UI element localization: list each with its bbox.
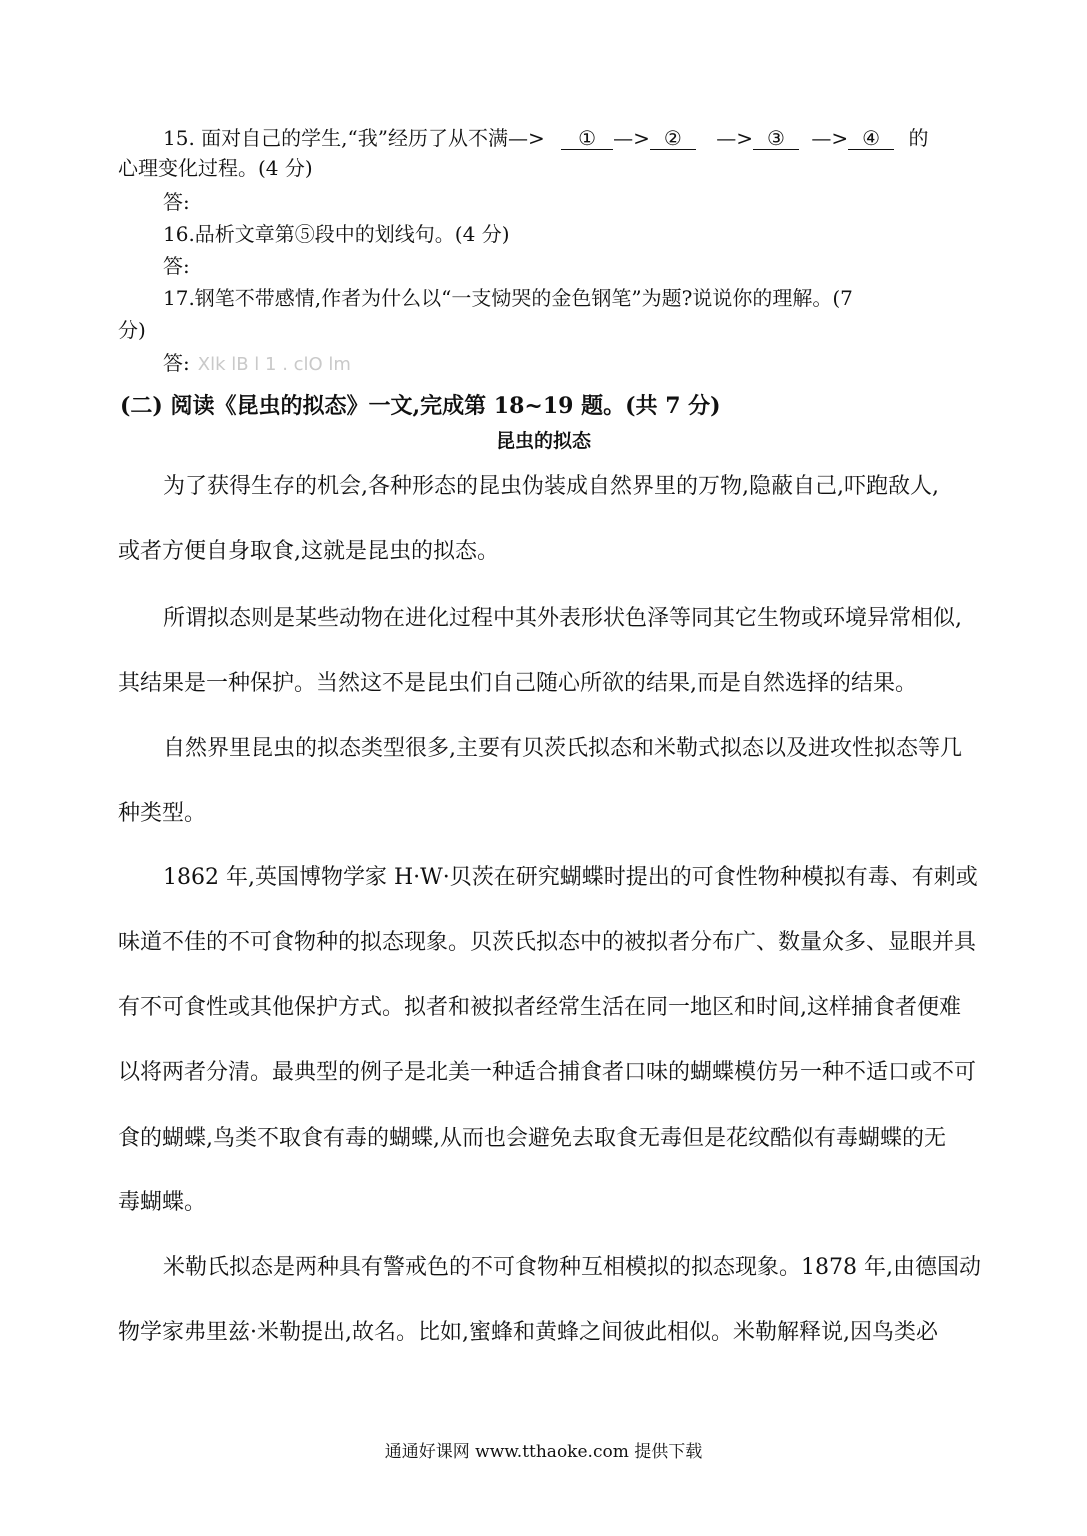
article-line-11: 食的蝴蝶,鸟类不取食有毒的蝴蝶,从而也会避免去取食无毒但是花纹酷似有毒蝴蝶的无 bbox=[118, 1126, 946, 1151]
article-line-12: 毒蝴蝶。 bbox=[118, 1190, 207, 1215]
article-line-6: 种类型。 bbox=[118, 801, 207, 826]
question-17-answer-row bbox=[163, 353, 351, 374]
section-heading: (二) 阅读《昆虫的拟态》一文,完成第 18~19 题。(共 7 分) bbox=[120, 393, 721, 419]
question-15-answer[interactable]: 答: bbox=[163, 190, 190, 214]
article-line-10: 以将两者分清。最典型的例子是北美一种适合捕食者口味的蝴蝶模仿另一种不适口或不可 bbox=[118, 1060, 977, 1085]
article-line-8: 味道不佳的不可食物种的拟态现象。贝茨氏拟态中的被拟者分布广、数量众多、显眼并具 bbox=[118, 930, 977, 955]
answer-blank-4[interactable]: ④ bbox=[848, 127, 894, 150]
question-17-line1: 17.钢笔不带感情,作者为什么以“一支恸哭的金色钢笔”为题?说说你的理解。(7 bbox=[163, 286, 853, 310]
arrow-3: —> bbox=[811, 126, 849, 150]
question-15-prefix: 15. 面对自己的学生,“我”经历了从不满—> bbox=[163, 126, 545, 150]
article-line-13: 米勒氏拟态是两种具有警戒色的不可食物种互相模拟的拟态现象。1878 年,由德国动 bbox=[163, 1255, 981, 1280]
arrow-1: —> bbox=[613, 126, 650, 150]
page-footer: 通通好课网 www.tthaoke.com 提供下载 bbox=[384, 1442, 703, 1462]
article-line-2: 或者方便自身取食,这就是昆虫的拟态。 bbox=[118, 539, 499, 564]
question-17-answer[interactable]: 答: bbox=[163, 351, 190, 375]
question-15-suffix: 的 bbox=[908, 126, 929, 150]
answer-blank-3[interactable]: ③ bbox=[753, 127, 799, 150]
article-line-14: 物学家弗里兹·米勒提出,故名。比如,蜜蜂和黄蜂之间彼此相似。米勒解释说,因鸟类必 bbox=[118, 1320, 938, 1345]
question-15-line2: 心理变化过程。(4 分) bbox=[118, 156, 313, 180]
article-line-4: 其结果是一种保护。当然这不是昆虫们自己随心所欲的结果,而是自然选择的结果。 bbox=[118, 671, 917, 696]
article-line-1: 为了获得生存的机会,各种形态的昆虫伪装成自然界里的万物,隐蔽自己,吓跑敌人, bbox=[163, 474, 939, 499]
article-line-9: 有不可食性或其他保护方式。拟者和被拟者经常生活在同一地区和时间,这样捕食者便难 bbox=[118, 995, 961, 1020]
faint-watermark-text: Xlk lB l 1 . clO lm bbox=[197, 354, 351, 375]
answer-blank-2[interactable]: ② bbox=[650, 127, 696, 150]
question-16-answer[interactable]: 答: bbox=[163, 254, 190, 278]
question-16-text: 16.品析文章第⑤段中的划线句。(4 分) bbox=[163, 222, 510, 246]
question-15-line1 bbox=[163, 127, 928, 150]
article-line-5: 自然界里昆虫的拟态类型很多,主要有贝茨氏拟态和米勒式拟态以及进攻性拟态等几 bbox=[163, 736, 962, 761]
arrow-2: —> bbox=[716, 126, 753, 150]
article-line-7: 1862 年,英国博物学家 H·W·贝茨在研究蝴蝶时提出的可食性物种模拟有毒、有刺或 bbox=[163, 865, 978, 890]
answer-blank-1[interactable]: ① bbox=[561, 127, 613, 150]
question-17-line2: 分) bbox=[118, 318, 146, 342]
article-title: 昆虫的拟态 bbox=[495, 430, 591, 452]
article-line-3: 所谓拟态则是某些动物在进化过程中其外表形状色泽等同其它生物或环境异常相似, bbox=[163, 606, 962, 631]
